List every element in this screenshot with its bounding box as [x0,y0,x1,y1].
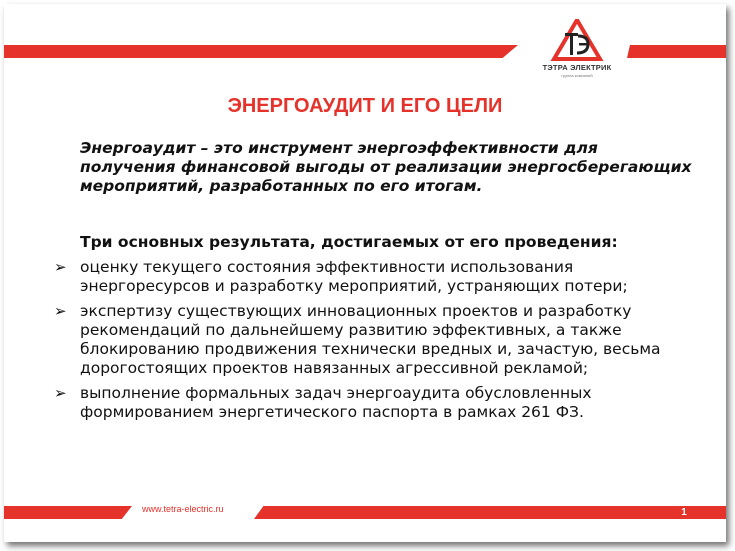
brand-name: ТЭТРА ЭЛЕКТРИК [542,63,612,72]
page-number: 1 [681,507,687,518]
footer-stripe-left [4,506,132,519]
brand-subtitle: группа компаний [561,73,593,78]
results-list [54,258,684,428]
company-logo [532,19,622,79]
arrow-bullet-icon: ➢ [54,384,67,402]
list-item-text: экспертизу существующих инновационных проектов и разработку рекомендаций по дальнейшему развитию эффективных, а также блокированию продвижения технически вредных и, зачастую, весьма дорогостоящих проектов навязанных агрессивной рекламой; [80,302,661,377]
arrow-bullet-icon: ➢ [54,302,67,320]
tetra-electric-logo-icon [550,19,604,63]
list-item [54,258,684,296]
slide-title: ЭНЕРГОАУДИТ И ЕГО ЦЕЛИ [227,95,503,117]
header-stripe-right [627,45,726,58]
intro-paragraph: Энергоаудит – это инструмент энергоэффективности для получения финансовой выгоды от реализации энергосберегающих мероприятий, разработанных по его итогам. [80,139,692,195]
results-subheading: Три основных результата, достигаемых от его проведения: [80,233,618,251]
footer-stripe-right [254,506,726,519]
list-item [54,384,684,422]
list-item-text: оценку текущего состояния эффективности использования энергоресурсов и разработку мероприятий, устраняющих потери; [80,258,628,295]
arrow-bullet-icon: ➢ [54,258,67,276]
list-item [54,302,684,378]
list-item-text: выполнение формальных задач энергоаудита обусловленных формированием энергетического паспорта в рамках 261 ФЗ. [80,384,592,421]
presentation-slide [4,4,726,542]
header-stripe-left [4,45,518,58]
footer-website-link[interactable]: www.tetra-electric.ru [142,504,224,514]
